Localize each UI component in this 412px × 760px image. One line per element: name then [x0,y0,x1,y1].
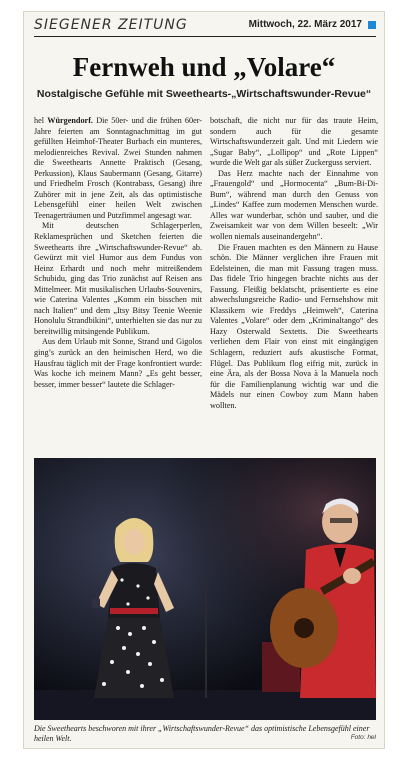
photo-credit: Foto: hel [350,734,376,741]
article-paragraph: Aus dem Urlaub mit Sonne, Strand und Gigolos ging’s zurück an den heimischen Herd, wo die Hausfrau täglich mit der Frage konfrontiert wurde: Was koche ich meinem Mann? „Es geht besser, besser, immer besser“ lautete die Schlager- [34,337,202,389]
article-paragraph [34,116,202,221]
photo-caption: Die Sweethearts beschworen mit ihrer „Wirtschaftswunder-Revue“ das optimistische Lebensgefühl einer heilen Welt. [34,724,370,743]
article-column-right [210,116,378,411]
masthead [34,16,376,37]
article-headline: Fernweh und „Volare“ [72,52,336,82]
article-subheadline: Nostalgische Gefühle mit Sweethearts-„Wirtschaftswunder-Revue“ [36,88,372,100]
article-paragraph: Das Herz machte nach der Einnahme von „Frauengold“ und „Hormocenta“ „Bum-Bi-Di-Bum“, während man durch den Genuss von „Lindes“ Kaffee zum modernen Menschen wurde. Alles war wunderbar, schön und sauber, und die Zweisamkeit war von dem Willen beseelt: „Wir wollen niemals auseinandergehn“. [210,168,378,242]
blue-square-icon [368,21,376,29]
article-paragraph: Die Frauen machten es den Männern zu Hause schön. Die Männer verglichen ihre Frauen mit Edelsteinen, die man mit Fassung tragen muss. Das fidele Trio hingegen brachte nichts aus der Fassung. Fleißig beklatscht, präsentierte es eine abwechslungsreiche Radio- und Fernsehshow mit Klassikern wie Freddys „Heimweh“, Caterina Valentes „Volare“ oder dem „Kriminaltango“ des Hazy Osterwald Sextetts. Die Sweethearts verliehen dem Flair von einst mit eingängigen Schlagern, reduziert aufs akustische Format, Flügel. Das Publikum flog eifrig mit, zurück in eine Ära, als der Bossa Nova à la Manuela noch für die Familienplanung wichtig war und die Mädels nur einen Cowboy zum Mann haben wollten. [210,242,378,410]
newspaper-name: SIEGENER ZEITUNG [34,17,188,33]
dateline-place: Würgendorf. [47,116,93,125]
article-column-left [34,116,202,390]
dateline-author: hel [34,116,45,125]
article-paragraph: botschaft, die nicht nur für das traute Heim, sondern auch für die gesamte Wirtschaftswunderzeit galt. Und mit Liedern wie „Sugar Baby“, „Lollipop“ und „Rote Lippen“ wurde die Welt gar als süßer Zuckerguss serviert. [210,116,378,168]
article-paragraph: Mit deutschen Schlagerperlen, Reklamesprüchen und Sketchen feierten die Sweethearts ihre „Wirtschaftswunder-Revue“ ab. Gewürzt mit viel Humor aus dem Fundus von Heinz Erhardt und noch mehr mitreißendem Schubidu, ging das Trio zunächst auf Reisen ans Mittelmeer. Mit musikalischen Urlaubs-Souvenirs, wie Caterina Valentes „Komm ein bisschen mit nach Italien“ und dem „Itsy Bitsy Teenie Weenie Honolulu Strandbikini“, unterhielten sie das nur zu bereitwillig mitsingende Publikum. [34,221,202,336]
issue-date: Mittwoch, 22. März 2017 [248,19,362,30]
newspaper-clipping [24,12,384,748]
paragraph-text: Die 50er- und die frühen 60er-Jahre feierten am Sonntagnachmittag im gut gefüllten Heimhof-Theater Burbach ein munteres, melodienreiches Revival. Zwei Stunden nahmen die Sweethearts Annette Praktisch (Gesang, Perkussion), Klaus Saubermann (Gesang, Gitarre) und Friedhelm Frosch (Kontrabass, Gesang) ihre Zuhörer mit in jene Zeit, als das optimistische Lebensgefühl einer heilen Welt zwischen Teenagerträumen und Putzfimmel angesagt war. [34,116,203,220]
article-photo [34,458,376,720]
